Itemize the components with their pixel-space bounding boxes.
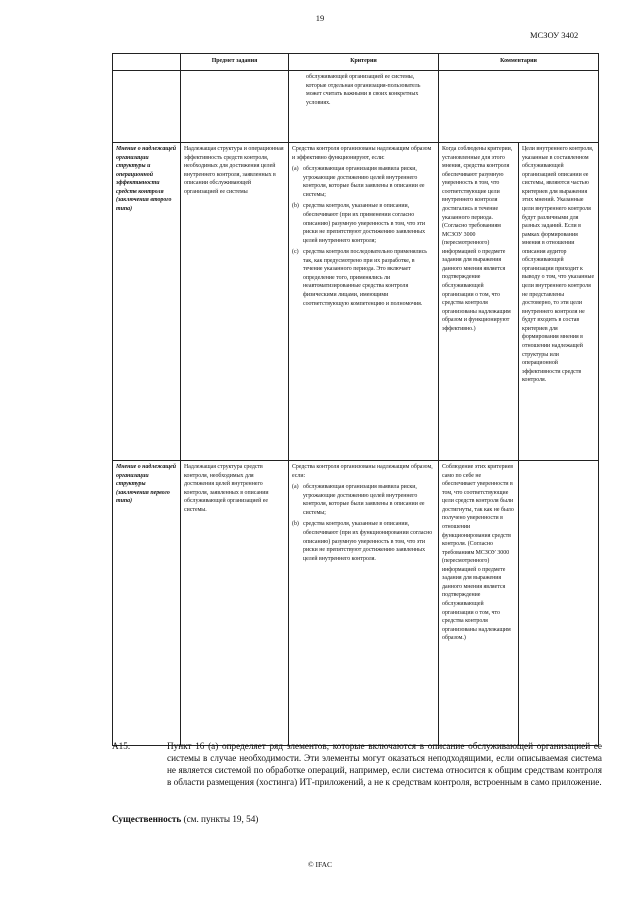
header-comments: Комментарии xyxy=(439,54,599,71)
criteria-item xyxy=(292,520,435,563)
cell-empty xyxy=(113,71,181,143)
item-text: обслуживающая организация выявила риски, угрожающие достижению целей внутреннего контроля, которые были заявлены в описании ее системы; xyxy=(303,484,425,516)
table-row-type1 xyxy=(113,461,599,746)
paragraph-label: A15. xyxy=(112,741,131,751)
paragraph-a15 xyxy=(112,740,602,789)
subheading-bold: Существенность xyxy=(112,814,182,824)
criteria-item xyxy=(292,483,435,517)
cell-comment: Соблюдение этих критериев само по себе не обеспечивает уверенности в том, что соответствующие цели средств контроля были достигнуты, так как не было получено уверенности в отношении функционирования средств контроля. (Согласно требованиям МСЗОУ 3000 (пересмотренного) информацией о предмете задания для выражения данного мнения является подтверждение обслуживающей организации о том, что средства контроля организованы надлежащим образом.) xyxy=(439,461,519,746)
page-number: 19 xyxy=(315,13,325,23)
cell-criteria xyxy=(289,71,439,143)
row-label: Мнение о надлежащей организации структуры (заключения первого типа) xyxy=(113,461,181,746)
row-label: Мнение о надлежащей организации структуры и операционной эффективности средств контроля (заключения второго типа) xyxy=(113,143,181,461)
item-marker: (a) xyxy=(292,484,299,491)
item-marker: (b) xyxy=(292,521,299,528)
cell-empty xyxy=(439,71,599,143)
table-row-type2 xyxy=(113,143,599,461)
cell-criteria xyxy=(289,461,439,746)
cell-comment: Цели внутреннего контроля, указанные в составленном обслуживающей организацией описании ее системы, являются частью критериев для выражения этих мнений. Указанные цели внутреннего контроля будут различными для разных заданий. Если в рамках формирования мнения в отношении описания аудитор обслуживающей организации приходит к выводу о том, что указанные цели внутреннего контроля не представлены достоверно, то эти цели внутреннего контроля не будут входить в состав критериев для формирования мнения в отношении надлежащей структуры или операционной эффективности средств контроля. xyxy=(519,143,599,461)
cell-empty xyxy=(181,71,289,143)
cell-comment xyxy=(519,461,599,746)
criteria-intro: Средства контроля организованы надлежащим образом и эффективно функционируют, если: xyxy=(292,146,432,161)
header-criteria: Критерии xyxy=(289,54,439,71)
table-header-row xyxy=(113,54,599,71)
cell-comment: Когда соблюдены критерии, установленные для этого мнения, средства контроля обеспечивают разумную уверенность в том, что соответствующие цели внутреннего контроля достигались в течение указанного периода. (Согласно требованиям МСЗОУ 3000 (пересмотренного) информацией о предмете задания для выражения данного мнения является подтверждение обслуживающей организации о том, что средства контроля организованы надлежащим образом и функционируют эффективно.) xyxy=(439,143,519,461)
criteria-continuation-text: обслуживающей организацией ее системы, которые отдельная организация-пользователь может считать важными в своих конкретных условиях. xyxy=(306,74,421,106)
subheading-rest: (см. пункты 19, 54) xyxy=(181,814,259,824)
document-code: МСЗОУ 3402 xyxy=(530,30,579,40)
item-marker: (c) xyxy=(292,249,299,256)
paragraph-text: Пункт 16 (a) определяет ряд элементов, которые включаются в описание обслуживающей организацией ее системы в случае необходимости. Эти элементы могут оказаться неподходящими, если описываемая система не является системой по обработке операций, например, если система относится к общим средствам контроля в области размещения (хостинга) ИТ-приложений, а не к средствам контроля, встроенным в само приложение. xyxy=(167,741,602,788)
item-text: средства контроля, указанные в описании, обеспечивают (при их применении согласно описанию) разумную уверенность в том, что эти риски не препятствуют достижению заявленных целей внутреннего контроля; xyxy=(303,203,426,244)
item-text: средства контроля, указанные в описании, обеспечивают (при их функционировании согласно описанию) разумную уверенность в том, что эти риски не препятствуют достижению заявленных целей внутреннего контроля. xyxy=(303,521,433,562)
footer-copyright: © IFAC xyxy=(307,860,333,869)
item-marker: (a) xyxy=(292,166,299,173)
cell-criteria xyxy=(289,143,439,461)
item-text: средства контроля последовательно применялись так, как предусмотрено при их разработке, в течение указанного периода. Это включает определение того, применялись ли неавтоматизированные средства контроля физическими лицами, имеющими соответствующую компетенцию и полномочия. xyxy=(303,249,427,307)
criteria-table xyxy=(112,53,599,746)
item-marker: (b) xyxy=(292,203,299,210)
criteria-intro: Средства контроля организованы надлежащим образом, если: xyxy=(292,464,433,479)
header-subject: Предмет задания xyxy=(181,54,289,71)
criteria-item xyxy=(292,165,435,199)
table-row-continuation xyxy=(113,71,599,143)
criteria-item xyxy=(292,202,435,245)
subheading xyxy=(112,814,258,824)
cell-subject: Надлежащая структура и операционная эффективность средств контроля, необходимых для достижения целей внутреннего контроля, заявленных в описании обслуживающей организацией ее системы xyxy=(181,143,289,461)
cell-subject: Надлежащая структура средств контроля, необходимых для достижения целей внутреннего контроля, заявленных в описании обслуживающей организацией ее системы. xyxy=(181,461,289,746)
header-empty xyxy=(113,54,181,71)
criteria-item xyxy=(292,248,435,308)
item-text: обслуживающая организация выявила риски, угрожающие достижению целей внутреннего контроля, которые были заявлены в описании ее системы; xyxy=(303,166,425,198)
